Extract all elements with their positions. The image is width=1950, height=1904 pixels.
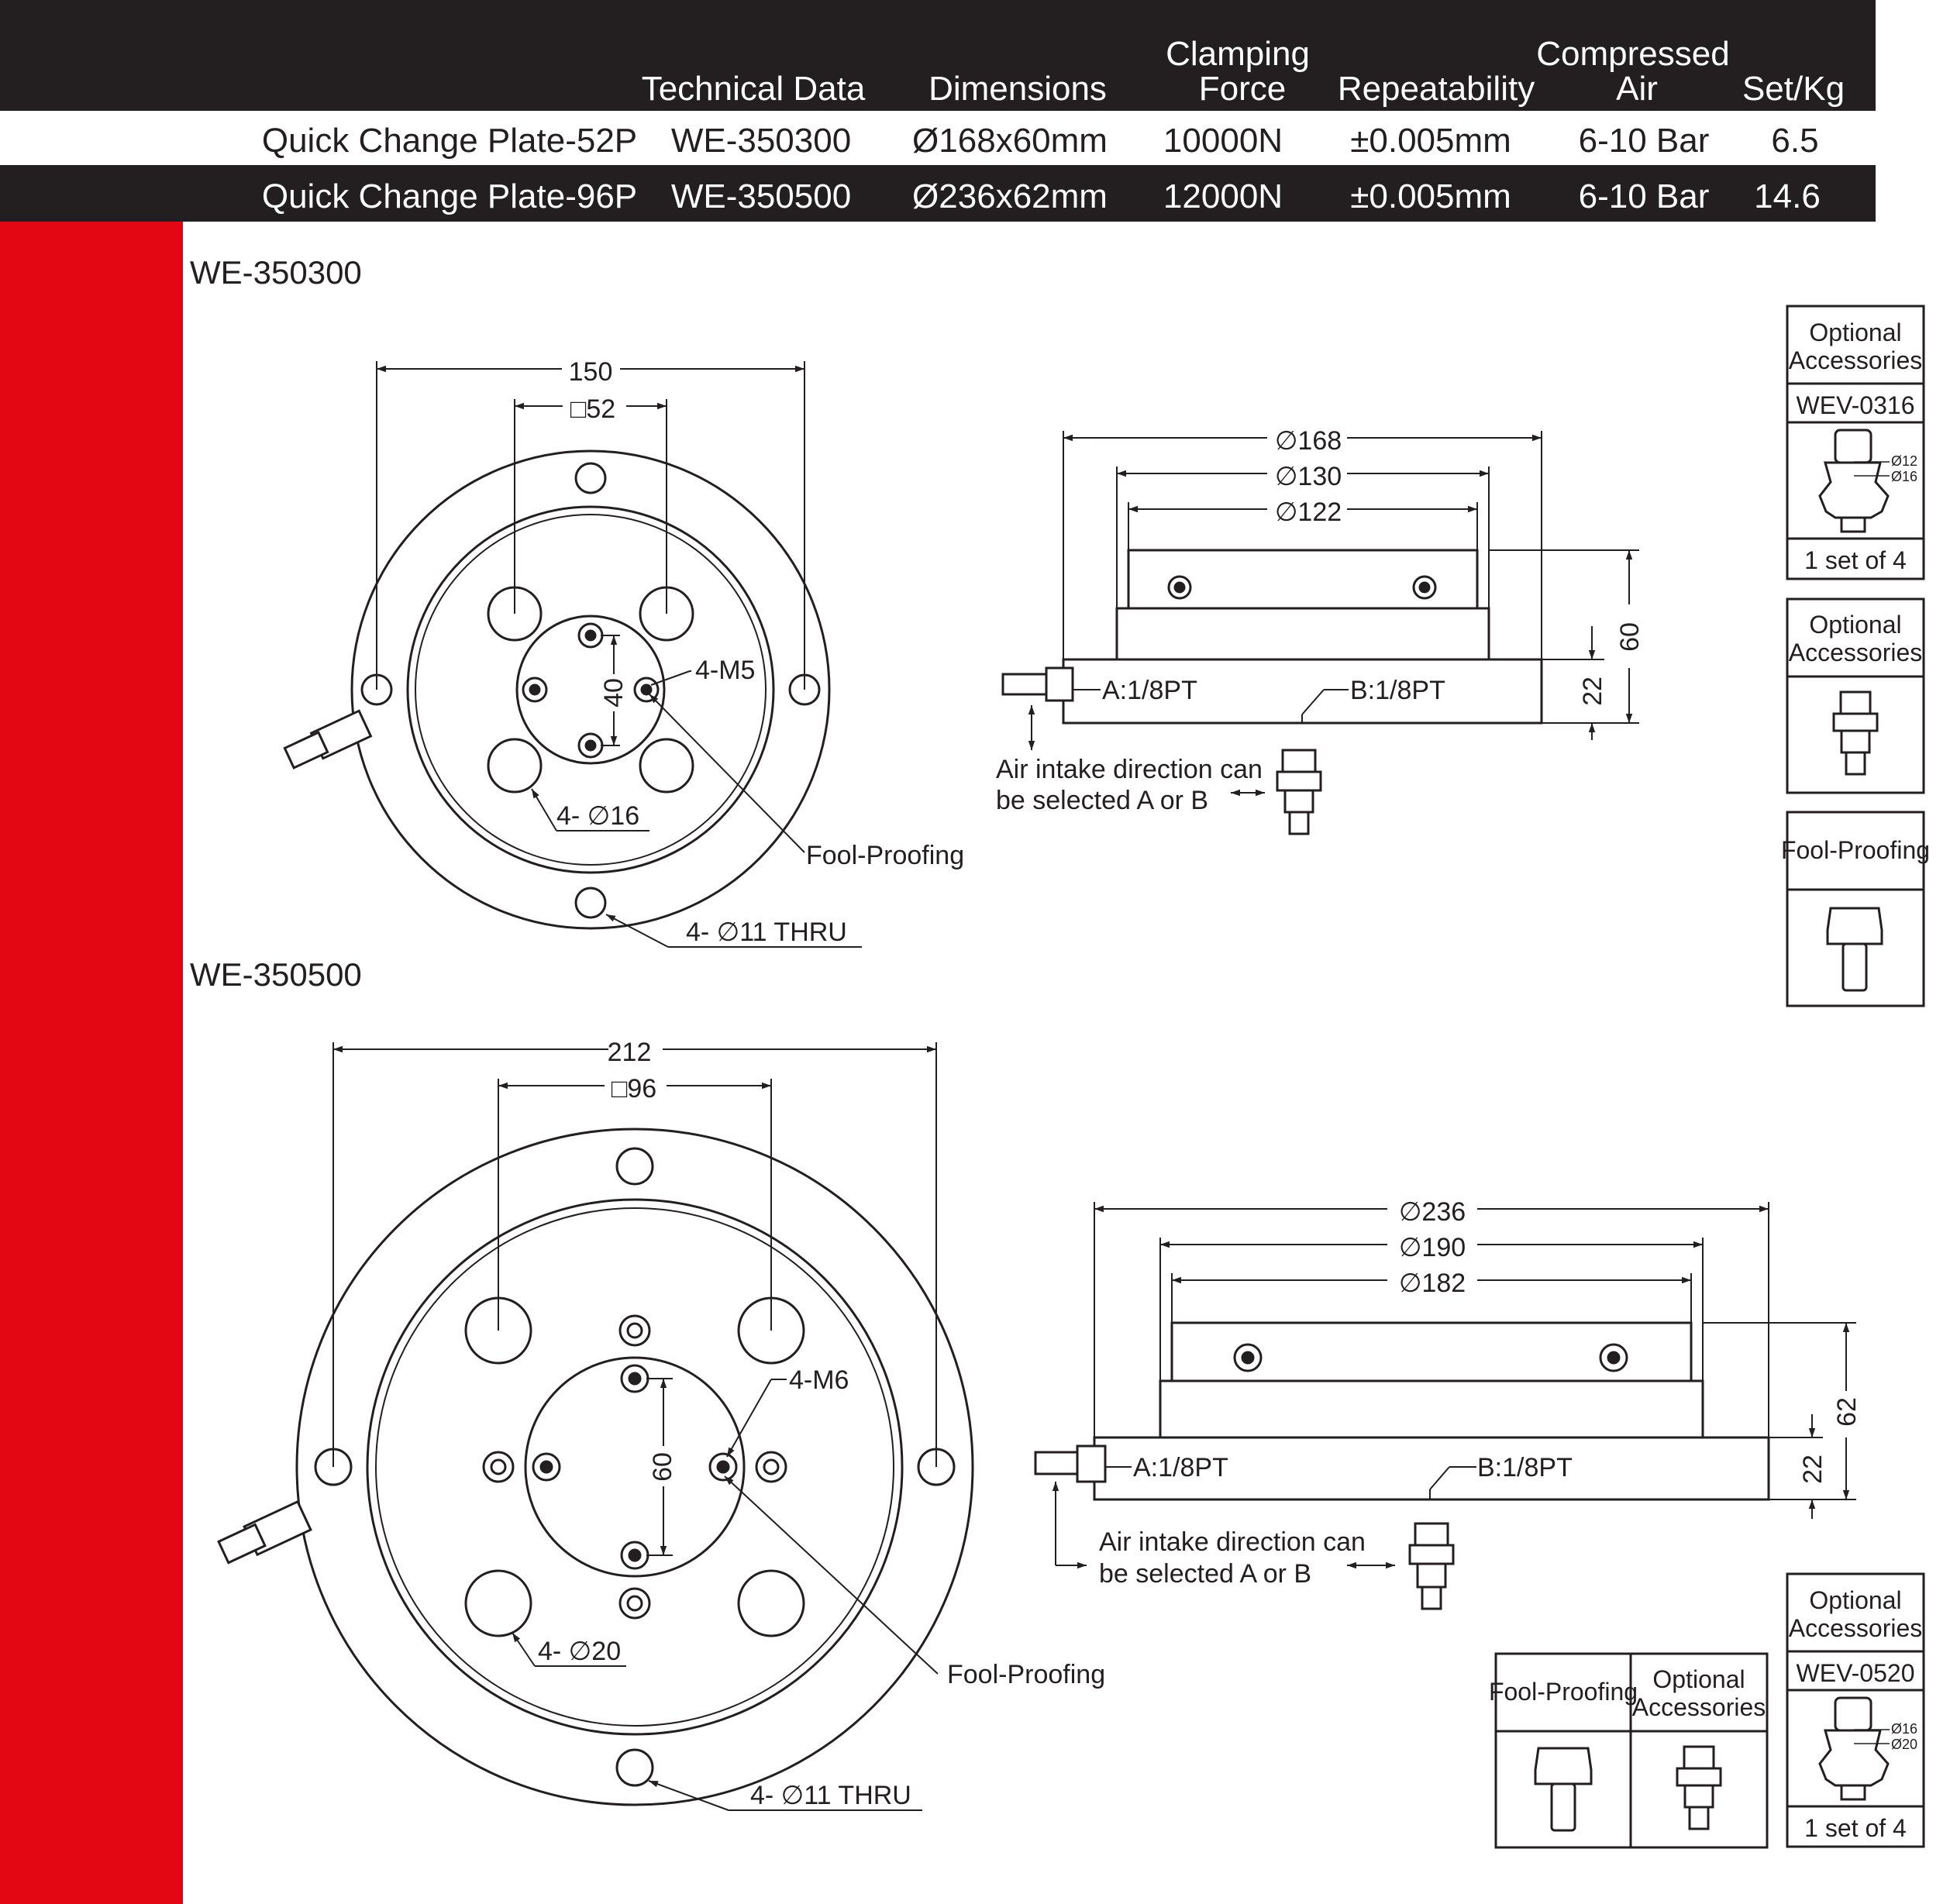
header-force-line2: Force <box>1198 70 1287 108</box>
drawing2-label-4m6: 4-M6 <box>789 1365 849 1395</box>
row2-repeatability: ±0.005mm <box>1350 177 1511 215</box>
drawing2-dim-22: 22 <box>1798 1455 1828 1484</box>
row2-name: Quick Change Plate-96P <box>261 177 638 215</box>
box6-title-line2: Accessories <box>1788 1614 1923 1642</box>
drawing1-label-4m5: 4-M5 <box>695 656 756 685</box>
drawing2-dim-sq96: □96 <box>611 1074 657 1103</box>
drawing2-dimensions <box>333 1042 938 1810</box>
drawing1-air-note-line1: Air intake direction can <box>996 755 1263 784</box>
drawing2-port-b: B:1/8PT <box>1477 1453 1573 1482</box>
drawing1-fitting-icon <box>1277 750 1321 834</box>
drawing1-dimensions <box>377 361 862 947</box>
box5-fitting-icon <box>1677 1747 1721 1829</box>
row1-repeatability: ±0.005mm <box>1350 122 1511 160</box>
box3-fool-proof-pin-icon <box>1828 908 1882 990</box>
drawing1-side-view <box>1003 550 1542 723</box>
header-dimensions: Dimensions <box>928 70 1107 108</box>
drawing2-air-note-line2: be selected A or B <box>1099 1559 1312 1589</box>
drawing2-dim-d182: ∅182 <box>1398 1269 1466 1298</box>
box6-code: WEV-0520 <box>1796 1659 1915 1687</box>
box2-title-line1: Optional <box>1809 611 1902 639</box>
fool-proofing-box-1 <box>1781 812 1930 1006</box>
header-setkg: Set/Kg <box>1742 70 1845 108</box>
row1-air: 6-10 Bar <box>1578 122 1710 160</box>
drawing2-label-4d20: 4- ∅20 <box>538 1637 622 1666</box>
row2-setkg: 14.6 <box>1754 177 1821 215</box>
drawing2-fitting-icon <box>1410 1524 1453 1609</box>
drawing2-label-thru: 4- ∅11 THRU <box>750 1781 911 1810</box>
box6-d-small: Ø16 <box>1891 1721 1918 1737</box>
drawing1-dim-d168: ∅168 <box>1274 426 1342 456</box>
drawing1-title: WE-350300 <box>190 254 362 291</box>
drawing1-top-view <box>352 451 829 928</box>
accessory-box-5 <box>1631 1654 1767 1847</box>
header-air-line2: Air <box>1616 70 1658 108</box>
accessory-box-2 <box>1787 599 1924 793</box>
accessory-box-1 <box>1787 306 1924 579</box>
drawing1-dim-d122: ∅122 <box>1274 498 1342 527</box>
fool-proofing-box-2 <box>1489 1654 1638 1847</box>
drawing2-dim-d236: ∅236 <box>1398 1197 1466 1227</box>
drawing1-air-note-line2: be selected A or B <box>996 786 1209 815</box>
row2-air: 6-10 Bar <box>1578 177 1710 215</box>
row1-force: 10000N <box>1163 122 1283 160</box>
box4-title: Fool-Proofing <box>1488 1678 1638 1706</box>
box6-pin-icon <box>1820 1698 1888 1799</box>
box4-fool-proof-pin-icon <box>1535 1748 1591 1830</box>
header-air-line1: Compressed <box>1536 35 1730 73</box>
box1-title-line1: Optional <box>1809 318 1902 346</box>
drawing2-fool-proofing: Fool-Proofing <box>947 1660 1106 1689</box>
box1-footer: 1 set of 4 <box>1804 546 1907 574</box>
drawing1-label-thru: 4- ∅11 THRU <box>686 918 847 947</box>
drawing1-dim-22: 22 <box>1578 677 1607 706</box>
box3-title: Fool-Proofing <box>1780 836 1931 864</box>
row2-dimensions: Ø236x62mm <box>912 177 1108 215</box>
box5-title-line2: Accessories <box>1631 1693 1766 1721</box>
box2-fitting-icon <box>1834 692 1877 774</box>
box1-d-large: Ø16 <box>1891 469 1918 484</box>
drawing2-title: WE-350500 <box>190 956 362 993</box>
header-technical-data: Technical Data <box>641 70 866 108</box>
drawing1-dim-sq52: □52 <box>570 394 616 424</box>
drawing1-port-b: B:1/8PT <box>1350 676 1445 705</box>
drawing1-port-a: A:1/8PT <box>1102 676 1197 705</box>
accessory-box-6 <box>1787 1574 1924 1847</box>
header-repeatability: Repeatability <box>1337 70 1535 108</box>
box2-title-line2: Accessories <box>1788 639 1923 666</box>
drawing2-air-fitting-top <box>219 1502 311 1563</box>
drawing1-fool-proofing: Fool-Proofing <box>806 841 965 870</box>
drawing2-dim-60: 60 <box>648 1452 677 1482</box>
row1-name: Quick Change Plate-52P <box>261 122 638 160</box>
header-force-line1: Clamping <box>1166 35 1310 73</box>
drawing1-dim-40: 40 <box>599 678 629 708</box>
row1-dimensions: Ø168x60mm <box>912 122 1108 160</box>
drawing1-air-fitting-top <box>284 711 370 768</box>
drawing2-dim-212: 212 <box>607 1038 652 1067</box>
box6-footer: 1 set of 4 <box>1804 1814 1907 1842</box>
drawing2-air-note-line1: Air intake direction can <box>1099 1527 1366 1557</box>
drawing2-port-a: A:1/8PT <box>1133 1453 1228 1482</box>
row1-setkg: 6.5 <box>1771 122 1819 160</box>
drawing1-label-4d16: 4- ∅16 <box>556 801 640 831</box>
drawing1-dim-150: 150 <box>568 357 613 387</box>
drawing2-dim-62: 62 <box>1832 1397 1862 1427</box>
drawing1-dim-60: 60 <box>1615 622 1645 652</box>
drawing2-dim-d190: ∅190 <box>1398 1233 1466 1262</box>
box1-d-small: Ø12 <box>1891 453 1918 469</box>
box5-title-line1: Optional <box>1652 1665 1745 1693</box>
box1-pin-icon <box>1820 430 1888 532</box>
row2-code: WE-350500 <box>670 177 852 215</box>
box6-d-large: Ø20 <box>1891 1737 1918 1752</box>
row2-force: 12000N <box>1163 177 1283 215</box>
box6-title-line1: Optional <box>1809 1586 1902 1614</box>
row1-code: WE-350300 <box>670 122 852 160</box>
drawing2-top-view <box>297 1129 973 1805</box>
drawing1-dim-d130: ∅130 <box>1274 462 1342 491</box>
box1-title-line2: Accessories <box>1788 346 1923 374</box>
box1-code: WEV-0316 <box>1796 391 1915 419</box>
